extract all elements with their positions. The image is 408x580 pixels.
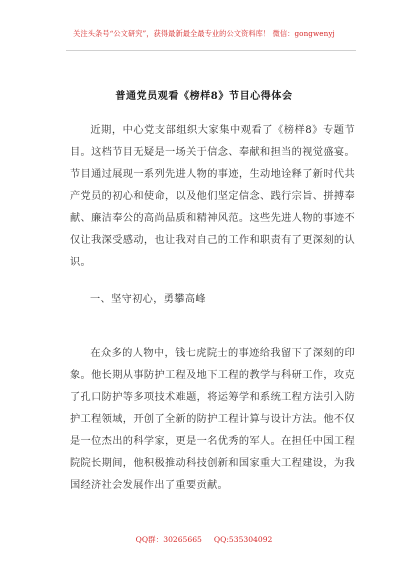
section-heading: 一、坚守初心，勇攀高峰: [90, 294, 206, 305]
footer-qq-group: QQ群：30265665: [135, 535, 202, 544]
body-paragraph-intro: 近期，中心党支部组织大家集中观看了《榜样8》专题节目。这档节目无疑是一场关于信念、奉献和担当的视觉盛宴。节目通过展现一系列先进人物的事迹，生动地诠释了新时代共产党员的初心和使命，以及他们坚定信念、践行宗旨、拼搏奉献、廉洁奉公的高尚品质和精神风范。这些先进人物的事迹不仅让我深受感动，也让我对自己的工作和职责有了更深刻的认识。: [70, 125, 355, 268]
header-banner: 关注头条号“公文研究”，获得最新最全最专业的公文资料库！ 微信：gongwenyj: [73, 29, 335, 38]
body-paragraph-example: 在众多的人物中，钱七虎院士的事迹给我留下了深刻的印象。他长期从事防护工程及地下工程的教学与科研工作，攻克了孔口防护等多项技术难题，将运筹学和系统工程方法引入防护工程领域，开创了全新的防护工程计算与设计方法。他不仅是一位杰出的科学家，更是一名优秀的军人。在担任中国工程院院长期间，他积极推动科技创新和国家重大工程建设，为我国经济社会发展作出了重要贡献。: [70, 348, 355, 491]
document-title: 普通党员观看《榜样8》节目心得体会: [115, 91, 293, 102]
footer-contact: [0, 534, 408, 545]
header-divider: [66, 50, 356, 51]
footer-qq: QQ:535304092: [213, 535, 273, 544]
